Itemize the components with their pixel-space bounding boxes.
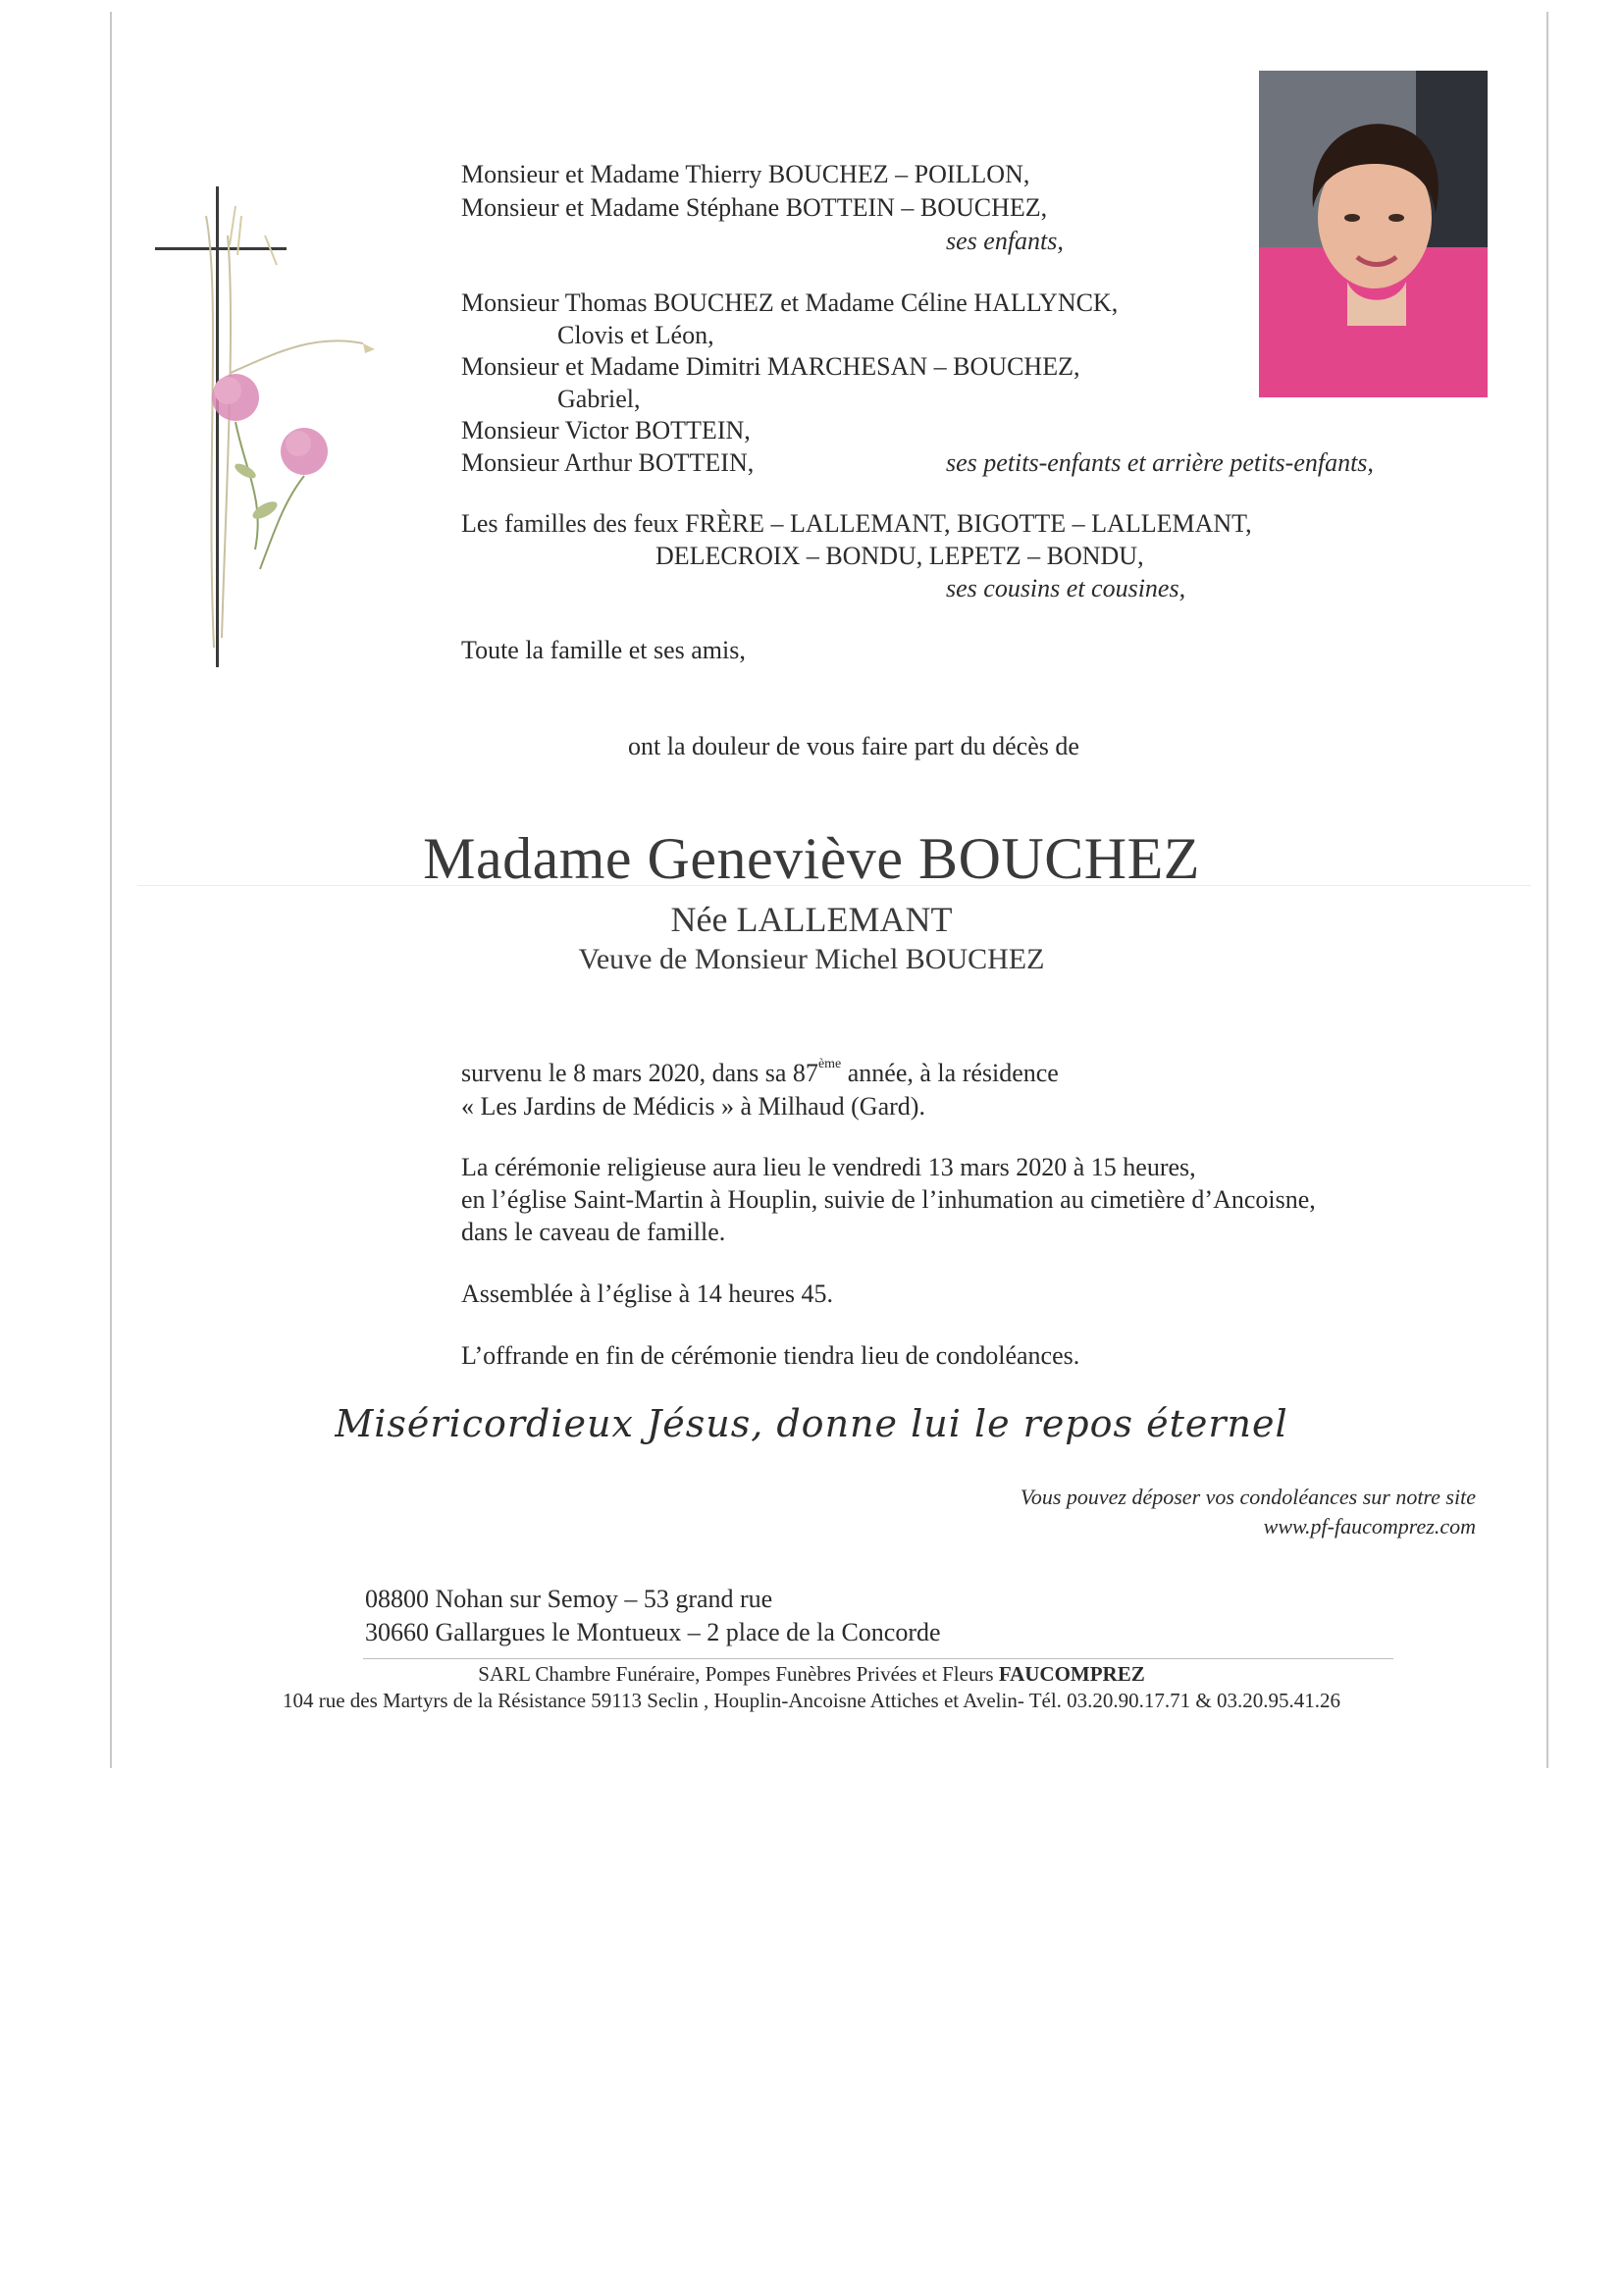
widow-of: Veuve de Monsieur Michel BOUCHEZ — [578, 943, 1045, 975]
footer-company-prefix: SARL Chambre Funéraire, Pompes Funèbres Privées et Fleurs — [478, 1662, 999, 1686]
children-caption: ses enfants, — [946, 227, 1064, 255]
footer-company-name: FAUCOMPREZ — [998, 1662, 1145, 1686]
assembly-line: Assemblée à l’église à 14 heures 45. — [461, 1279, 834, 1308]
grandchildren-4: Monsieur Arthur BOTTEIN, — [461, 448, 755, 477]
announcement-text: ont la douleur de vous faire part du décès de — [628, 732, 1079, 760]
address-1: 08800 Nohan sur Semoy – 53 grand rue — [365, 1585, 773, 1613]
great-grandchildren-2: Gabriel, — [557, 385, 641, 413]
family-friends: Toute la famille et ses amis, — [461, 636, 746, 664]
cousins-2: DELECROIX – BONDU, LEPETZ – BONDU, — [655, 542, 1144, 570]
family-children-1: Monsieur et Madame Thierry BOUCHEZ – POILLON, — [461, 160, 1030, 188]
footer-address: 104 rue des Martyrs de la Résistance 59113 Seclin , Houplin-Ancoisne Attiches et Avelin- Tél. 03.20.90.17.71 & 03.20.95.41.26 — [282, 1689, 1341, 1712]
grandchildren-1: Monsieur Thomas BOUCHEZ et Madame Céline HALLYNCK, — [461, 288, 1119, 317]
death-date-text: survenu le 8 mars 2020, dans sa 87 — [461, 1059, 818, 1087]
great-grandchildren-1: Clovis et Léon, — [557, 321, 714, 349]
address-2: 30660 Gallargues le Montueux – 2 place de la Concorde — [365, 1618, 941, 1646]
condolences-website-link[interactable]: www.pf-faucomprez.com — [1263, 1514, 1476, 1539]
family-children-2: Monsieur et Madame Stéphane BOTTEIN – BOUCHEZ, — [461, 193, 1048, 222]
cross-with-flowers-icon — [147, 177, 422, 677]
residence-text: année, à la résidence — [841, 1059, 1059, 1087]
cousins-1: Les familles des feux FRÈRE – LALLEMANT, BIGOTTE – LALLEMANT, — [461, 509, 1252, 538]
ceremony-line-2: en l’église Saint-Martin à Houplin, suivie de l’inhumation au cimetière d’Ancoisne, — [461, 1185, 1316, 1214]
ceremony-line-3: dans le caveau de famille. — [461, 1218, 726, 1246]
prayer-text: Miséricordieux Jésus, donne lui le repos éternel — [335, 1402, 1288, 1445]
footer-company — [0, 1661, 1623, 1687]
offering-line: L’offrande en fin de cérémonie tiendra lieu de condoléances. — [461, 1341, 1080, 1370]
footer-divider — [363, 1658, 1393, 1659]
grandchildren-2: Monsieur et Madame Dimitri MARCHESAN – BOUCHEZ, — [461, 352, 1080, 381]
cousins-caption: ses cousins et cousines, — [946, 574, 1186, 602]
maiden-name: Née LALLEMANT — [670, 900, 953, 939]
grandchildren-3: Monsieur Victor BOTTEIN, — [461, 416, 751, 444]
ordinal-suffix: ème — [817, 1057, 842, 1071]
deceased-name: Madame Geneviève BOUCHEZ — [423, 826, 1200, 891]
portrait-photo — [1259, 71, 1488, 397]
residence-line: « Les Jardins de Médicis » à Milhaud (Gard). — [461, 1092, 925, 1121]
death-date-line — [461, 1058, 1059, 1089]
condolences-text: Vous pouvez déposer vos condoléances sur notre site — [1020, 1485, 1476, 1509]
ceremony-line-1: La cérémonie religieuse aura lieu le vendredi 13 mars 2020 à 15 heures, — [461, 1153, 1196, 1181]
grandchildren-caption: ses petits-enfants et arrière petits-enfants, — [946, 448, 1374, 477]
